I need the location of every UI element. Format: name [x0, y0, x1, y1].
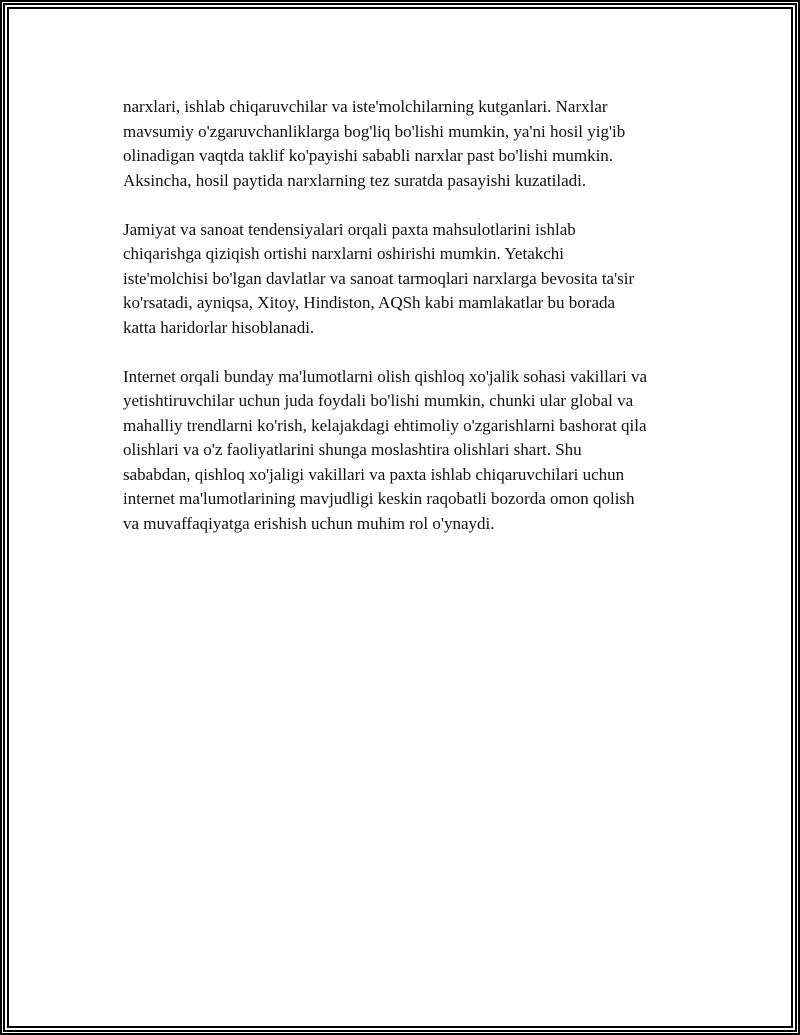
paragraph-1: narxlari, ishlab chiqaruvchilar va iste'molchilarning kutganlari. Narxlar mavsumiy o'zgaruvchanliklarga bog'liq bo'lishi mumkin, ya'ni hosil yig'ib olinadigan vaqtda taklif ko'payishi sababli narxlar past bo'lishi mumkin. Aksincha, hosil paytida narxlarning tez suratda pasayishi kuzatiladi. [123, 97, 626, 190]
paragraph-3: Internet orqali bunday ma'lumotlarni olish qishloq xo'jalik sohasi vakillari va yetishtiruvchilar uchun juda foydali bo'lishi mumkin, chunki ular global va mahalliy trendlarni ko'rish, kelajakdagi ehtimoliy o'zgarishlarni bashorat qila olishlari va o'z faoliyatlarini shunga moslashtira olishlari shart. Shu sababdan, qishloq xo'jaligi vakillari va paxta ishlab chiqaruvchilari uchun internet ma'lumotlarining mavjudligi keskin raqobatli bozorda omon qolish va muvaffaqiyatga erishish uchun muhim rol o'ynaydi. [123, 366, 648, 533]
paragraph-2: Jamiyat va sanoat tendensiyalari orqali paxta mahsulotlarini ishlab chiqarishga qiziqish ortishi narxlarni oshirishi mumkin. Yetakchi iste'molchisi bo'lgan davlatlar va sanoat tarmoqlari narxlarga bevosita ta'sir ko'rsatadi, ayniqsa, Xitoy, Hindiston, AQSh kabi mamlakatlar bu borada katta haridorlar hisoblanadi. [123, 219, 635, 337]
document-body [123, 95, 703, 561]
